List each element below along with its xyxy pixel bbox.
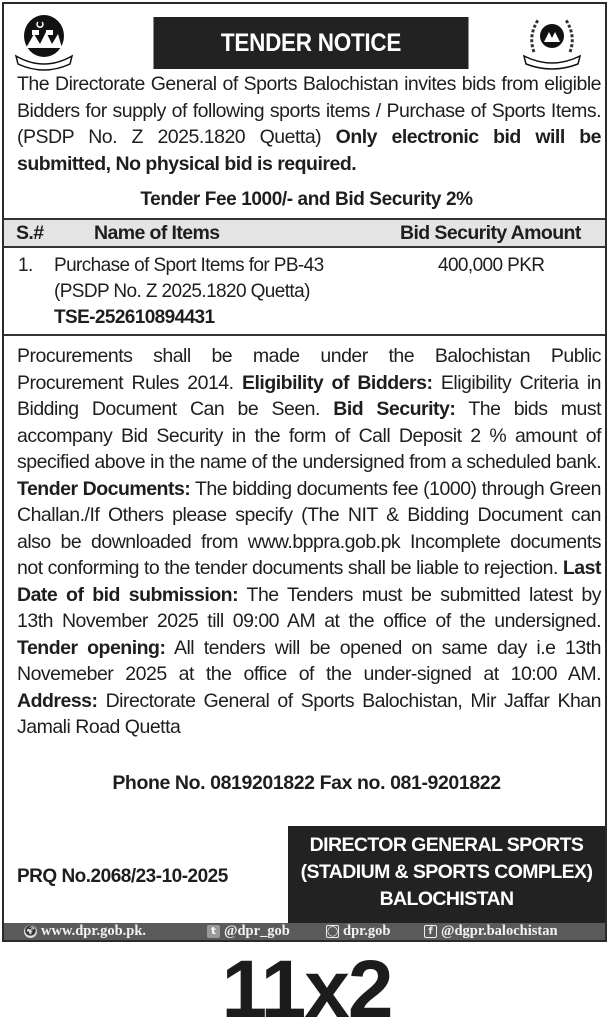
website-link[interactable]: www.dpr.gob.pk. <box>41 923 147 939</box>
sports-department-emblem-icon <box>520 12 584 72</box>
table-row <box>4 248 605 336</box>
signatory-line2: (STADIUM & SPORTS COMPLEX) <box>300 861 593 883</box>
row-item-line1: Purchase of Sport Items for PB-43 <box>54 255 324 276</box>
header-sn: S.# <box>16 222 44 244</box>
header-bid-security: Bid Security Amount <box>400 222 581 244</box>
ad-size-label: 11x2 <box>221 944 392 1035</box>
instagram-handle[interactable]: dpr.gob <box>343 923 391 939</box>
terms-paragraph <box>17 343 601 741</box>
page-title: TENDER NOTICE <box>154 17 469 69</box>
row-sn: 1. <box>18 255 33 276</box>
prq-number: PRQ No.2068/23-10-2025 <box>17 866 228 887</box>
intro-text: The Directorate General of Sports Balochistan invites bids from eligible Bidders for supply of following sports items / Purchase of Sports Items. (PSDP No. Z 2025.1820 Quetta) <box>17 73 601 148</box>
facebook-icon: f <box>424 925 437 938</box>
twitter-icon: t <box>207 925 220 938</box>
twitter-handle[interactable]: @dpr_gob <box>224 923 290 939</box>
tender-opening-text: All tenders will be opened on same day i.e 13th Novemeber 2025 at the office of the under-signed at 10:00 AM. <box>17 636 602 685</box>
header-item-name: Name of Items <box>94 222 220 244</box>
procurement-rules-text: Procurements shall be made under the Balochistan Public Procurement Rules 2014. <box>17 345 601 394</box>
row-item-line2: (PSDP No. Z 2025.1820 Quetta) <box>54 281 310 302</box>
address-text: Directorate General of Sports Balochistan, Mir Jaffar Khan Jamali Road Quetta <box>17 689 601 738</box>
social-footer <box>4 923 605 940</box>
tender-notice <box>2 2 607 942</box>
signatory-box <box>288 826 605 923</box>
tender-fee-line: Tender Fee 1000/- and Bid Security 2% <box>140 189 473 210</box>
footer-website[interactable] <box>24 923 146 940</box>
facebook-handle[interactable]: @dgpr.balochistan <box>441 923 558 939</box>
items-table-header <box>4 218 605 248</box>
bid-security-text: The bids must accompany Bid Security in the form of Call Deposit 2 % amount of specified above in the name of the undersigned from a scheduled bank. <box>17 398 601 473</box>
signatory-line3: BALOCHISTAN <box>379 888 514 910</box>
intro-paragraph <box>17 71 601 177</box>
last-date-heading: Last Date of bid submission: <box>17 557 601 606</box>
address-heading: Address: <box>17 689 98 712</box>
eligibility-text: Eligibility Criteria in Bidding Document Can be Seen. <box>17 371 602 420</box>
intro-bold-text: Only electronic bid will be submitted, No physical bid is required. <box>17 126 602 175</box>
footer-twitter[interactable] <box>207 923 290 940</box>
globe-icon: 🌍︎ <box>24 926 37 937</box>
row-amount: 400,000 PKR <box>438 255 545 276</box>
phone-fax-line: Phone No. 0819201822 Fax no. 081-9201822 <box>112 772 501 794</box>
row-item-code: TSE-252610894431 <box>54 307 215 328</box>
footer-instagram[interactable] <box>326 923 390 940</box>
signatory-line1: DIRECTOR GENERAL SPORTS <box>309 834 584 856</box>
footer-facebook[interactable] <box>424 923 558 940</box>
balochistan-emblem-icon <box>12 12 76 72</box>
tender-documents-text: The bidding documents fee (1000) through Green Challan./If Others please specify (The NIT & Bidding Document can also be downloaded from www.bppra.gob.pk Incomplete documents not conforming to the tender documents shall be liable to rejection. <box>17 477 601 579</box>
last-date-text: The Tenders must be submitted latest by 13th November 2025 till 09:00 AM at the office of the undersigned. <box>17 583 601 632</box>
tender-opening-heading: Tender opening: <box>17 636 166 659</box>
instagram-icon: ◯ <box>327 926 339 937</box>
tender-documents-heading: Tender Documents: <box>17 477 191 500</box>
eligibility-heading: Eligibility of Bidders: <box>241 371 433 394</box>
bid-security-heading: Bid Security: <box>333 398 456 420</box>
